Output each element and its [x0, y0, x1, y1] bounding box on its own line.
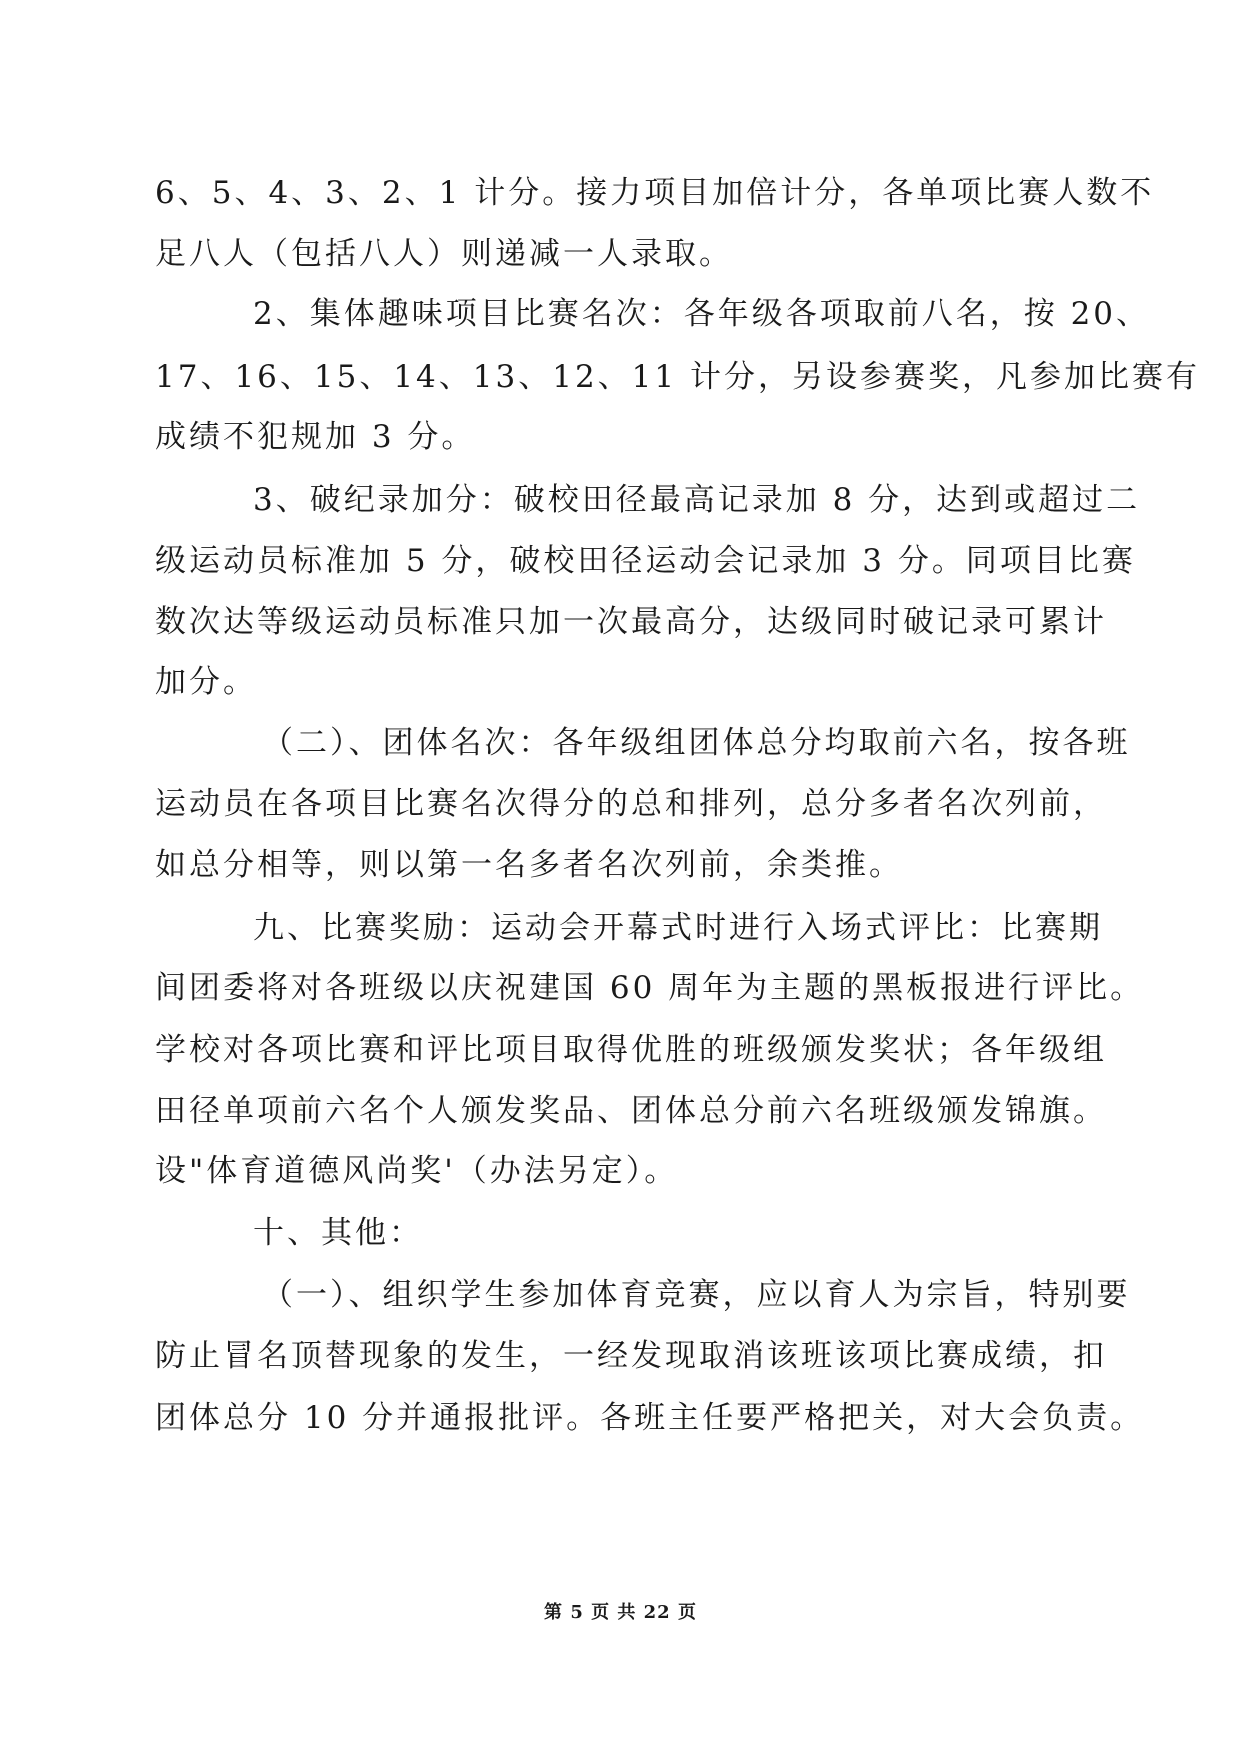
text-line: 足八人（包括八人）则递减一人录取。 [155, 236, 733, 272]
text-line: 如总分相等，则以第一名多者名次列前，余类推。 [155, 847, 903, 883]
text-line: 加分。 [155, 664, 257, 700]
text-line: 团体总分 10 分并通报批评。各班主任要严格把关，对大会负责。 [155, 1400, 1145, 1436]
text-line: （二）、团体名次：各年级组团体总分均取前六名，按各班 [262, 725, 1131, 761]
text-line: 学校对各项比赛和评比项目取得优胜的班级颁发奖状；各年级组 [155, 1032, 1107, 1068]
text-line: 2、集体趣味项目比赛名次：各年级各项取前八名，按 20、 [253, 296, 1151, 332]
text-line: 3、破纪录加分：破校田径最高记录加 8 分，达到或超过二 [253, 482, 1141, 518]
text-line: 6、5、4、3、2、1 计分。接力项目加倍计分，各单项比赛人数不 [155, 175, 1155, 211]
text-line: 17、16、15、14、13、12、11 计分，另设参赛奖，凡参加比赛有 [155, 359, 1200, 395]
text-line: 十、其他： [253, 1215, 423, 1251]
text-line: 田径单项前六名个人颁发奖品、团体总分前六名班级颁发锦旗。 [155, 1093, 1107, 1129]
page-footer: 第 5 页 共 22 页 [544, 1602, 697, 1623]
text-line: 间团委将对各班级以庆祝建国 60 周年为主题的黑板报进行评比。 [155, 970, 1145, 1006]
text-line: 级运动员标准加 5 分，破校田径运动会记录加 3 分。同项目比赛 [155, 543, 1136, 579]
text-line: 九、比赛奖励：运动会开幕式时进行入场式评比：比赛期 [253, 910, 1103, 946]
text-line: 设"体育道德风尚奖'（办法另定）。 [155, 1153, 679, 1189]
text-line: 运动员在各项目比赛名次得分的总和排列，总分多者名次列前， [155, 786, 1107, 822]
text-line: 成绩不犯规加 3 分。 [155, 419, 476, 455]
text-line: （一）、组织学生参加体育竞赛，应以育人为宗旨，特别要 [262, 1277, 1131, 1313]
text-line: 防止冒名顶替现象的发生，一经发现取消该班该项比赛成绩，扣 [155, 1338, 1107, 1374]
text-line: 数次达等级运动员标准只加一次最高分，达级同时破记录可累计 [155, 604, 1107, 640]
